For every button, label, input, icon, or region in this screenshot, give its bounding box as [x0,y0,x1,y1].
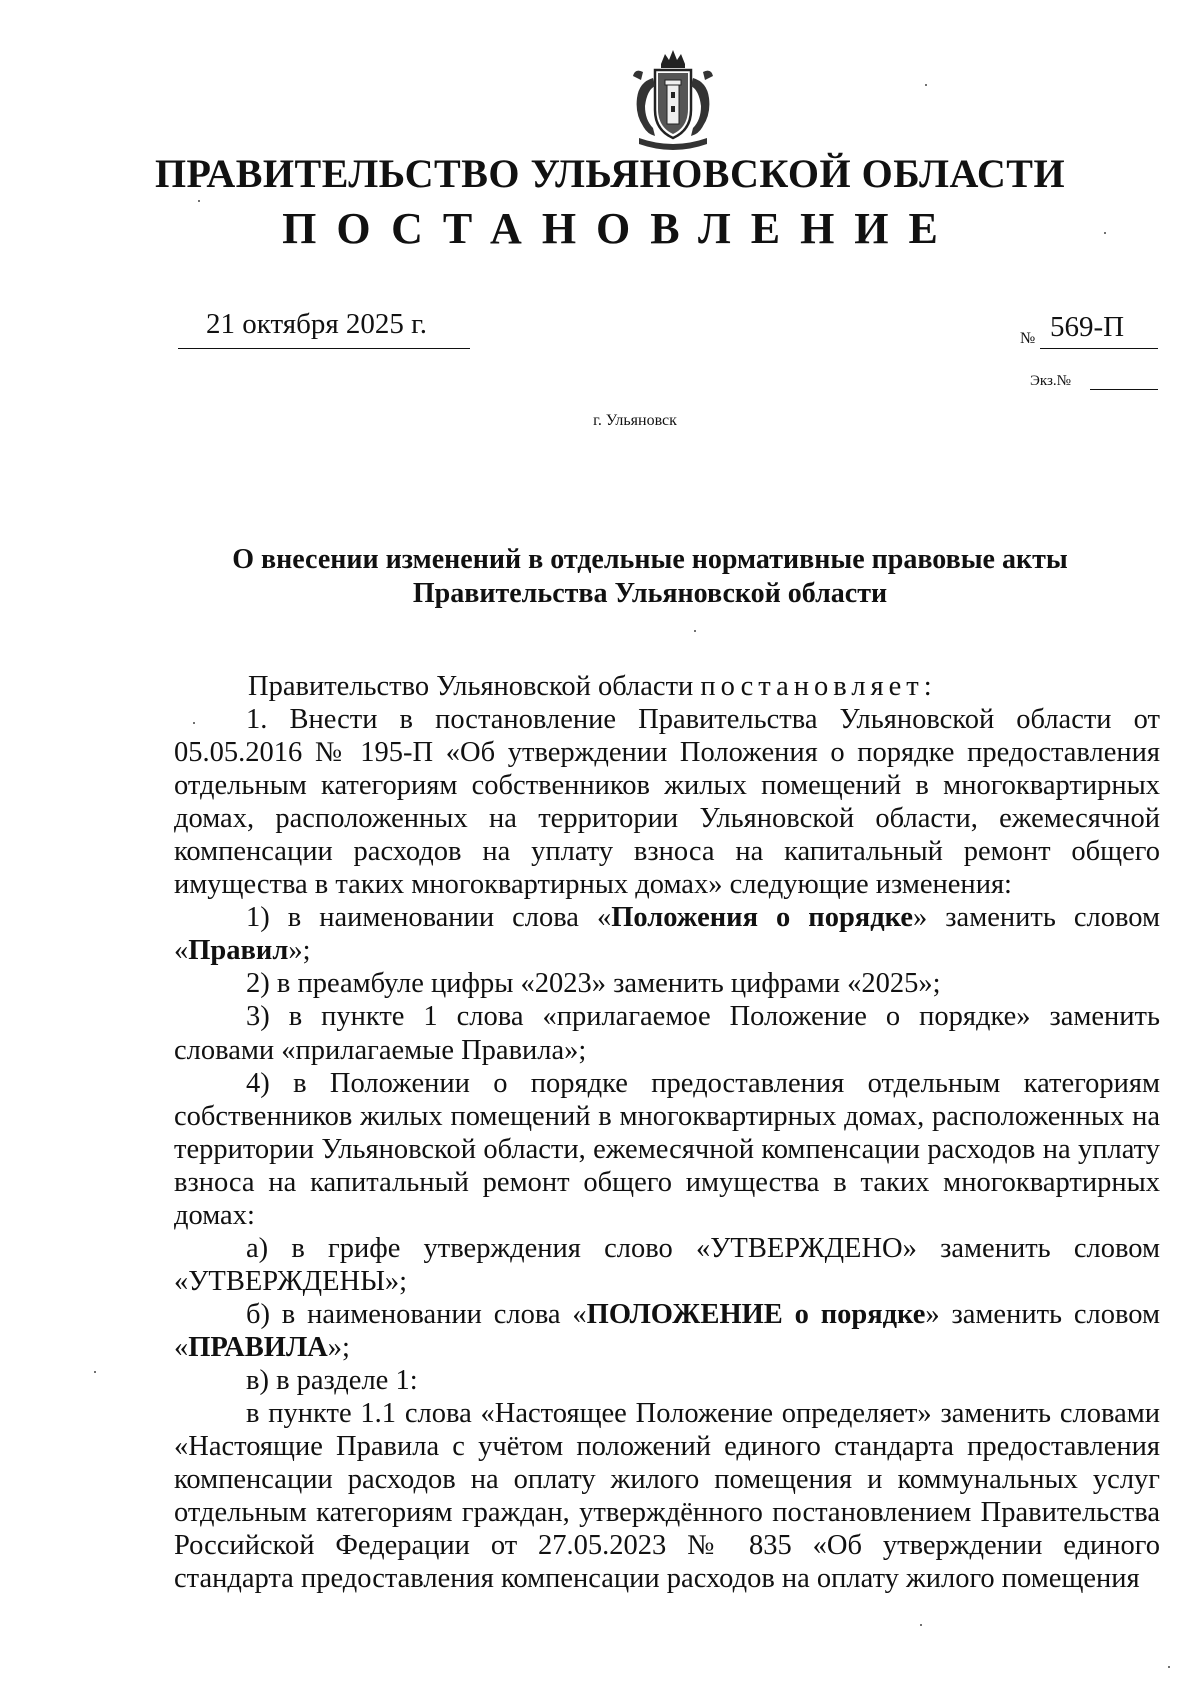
p2-bold-1: Положения о порядке [611,902,914,934]
paragraph-6: а) в грифе утверждения слово «УТВЕРЖДЕНО» заменить словом «УТВЕРЖДЕНЫ»; [174,1232,1160,1297]
intro-text: Правительство Ульяновской области [248,671,701,702]
scan-speck [694,630,696,632]
paragraph-2 [174,901,1160,967]
document-number: 569-П [1050,311,1125,343]
document-type: ПОСТАНОВЛЕНИЕ [282,204,958,253]
scan-speck [1104,232,1106,234]
paragraph-7 [174,1298,1160,1364]
date-underline [178,348,470,349]
heading-line-1: О внесении изменений в отдельные нормативные правовые акты [232,544,1068,575]
coat-of-arms-icon [625,48,721,152]
paragraph-9: в пункте 1.1 слова «Настоящее Положение определяет» заменить словами «Настоящие Правила с учётом положений единого стандарта предоставления компенсации расходов на оплату жилого помещения и коммунальных услуг отдельным категориям граждан, утверждённого постановлением Правительства Российской Федерации от 27.05.2023 № 835 «Об утверждении единого стандарта предоставления компенсации расходов на оплату жилого помещения [174,1398,1160,1595]
p7-text-a: б) в наименовании слова « [246,1298,587,1330]
intro-paragraph [174,670,1160,703]
organization-title: ПРАВИТЕЛЬСТВО УЛЬЯНОВСКОЙ ОБЛАСТИ [154,151,1066,196]
paragraph-3: 2) в преамбуле цифры «2023» заменить цифрами «2025»; [246,968,941,1000]
paragraph-1: 1. Внести в постановление Правительства Ульяновской области от 05.05.2016 № 195-П «Об утверждении Положения о порядке предоставления отдельным категориям собственников жилых помещений в многоквартирных домах, расположенных на территории Ульяновской области, ежемесячной компенсации расходов на уплату взноса на капитальный ремонт общего имущества в таких многоквартирных домах» следующие изменения: [174,704,1160,901]
scan-speck [198,200,200,202]
number-underline [1040,348,1158,349]
document-heading [200,543,1100,611]
scan-speck [925,84,927,86]
document-body [174,670,1160,1595]
p2-text-b: » заменить словом « [174,902,1160,967]
heading-line-2: Правительства Ульяновской области [412,578,888,609]
p7-text-c: »; [327,1331,350,1363]
intro-spaced-verb: постановляет [700,671,924,702]
intro-end: : [923,671,932,702]
copy-number-label: Экз.№ [1030,373,1071,389]
p7-bold-1: ПОЛОЖЕНИЕ о порядке [586,1298,926,1330]
scan-speck [193,722,195,724]
p7-bold-2: ПРАВИЛА [188,1331,328,1363]
city: г. Ульяновск [593,412,677,429]
paragraph-4: 3) в пункте 1 слова «прилагаемое Положение о порядке» заменить словами «прилагаемые Правила»; [174,1001,1160,1066]
p2-bold-2: Правил [188,935,289,967]
p2-text-c: »; [288,935,311,967]
scan-speck [1168,1666,1170,1668]
p7-text-b: » заменить словом « [174,1298,1160,1363]
paragraph-5: 4) в Положении о порядке предоставления отдельным категориям собственников жилых помещений в многоквартирных домах, расположенных на территории Ульяновской области, ежемесячной компенсации расходов на уплату взноса на капитальный ремонт общего имущества в таких многоквартирных домах: [174,1067,1160,1231]
paragraph-8: в) в разделе 1: [246,1364,418,1396]
document-date: 21 октября 2025 г. [206,308,428,340]
number-sign: № [1020,330,1036,347]
scan-speck [920,1624,922,1626]
copy-number-line [1090,389,1158,390]
scan-speck [94,1371,96,1373]
p2-text-a: 1) в наименовании слова « [246,902,612,934]
